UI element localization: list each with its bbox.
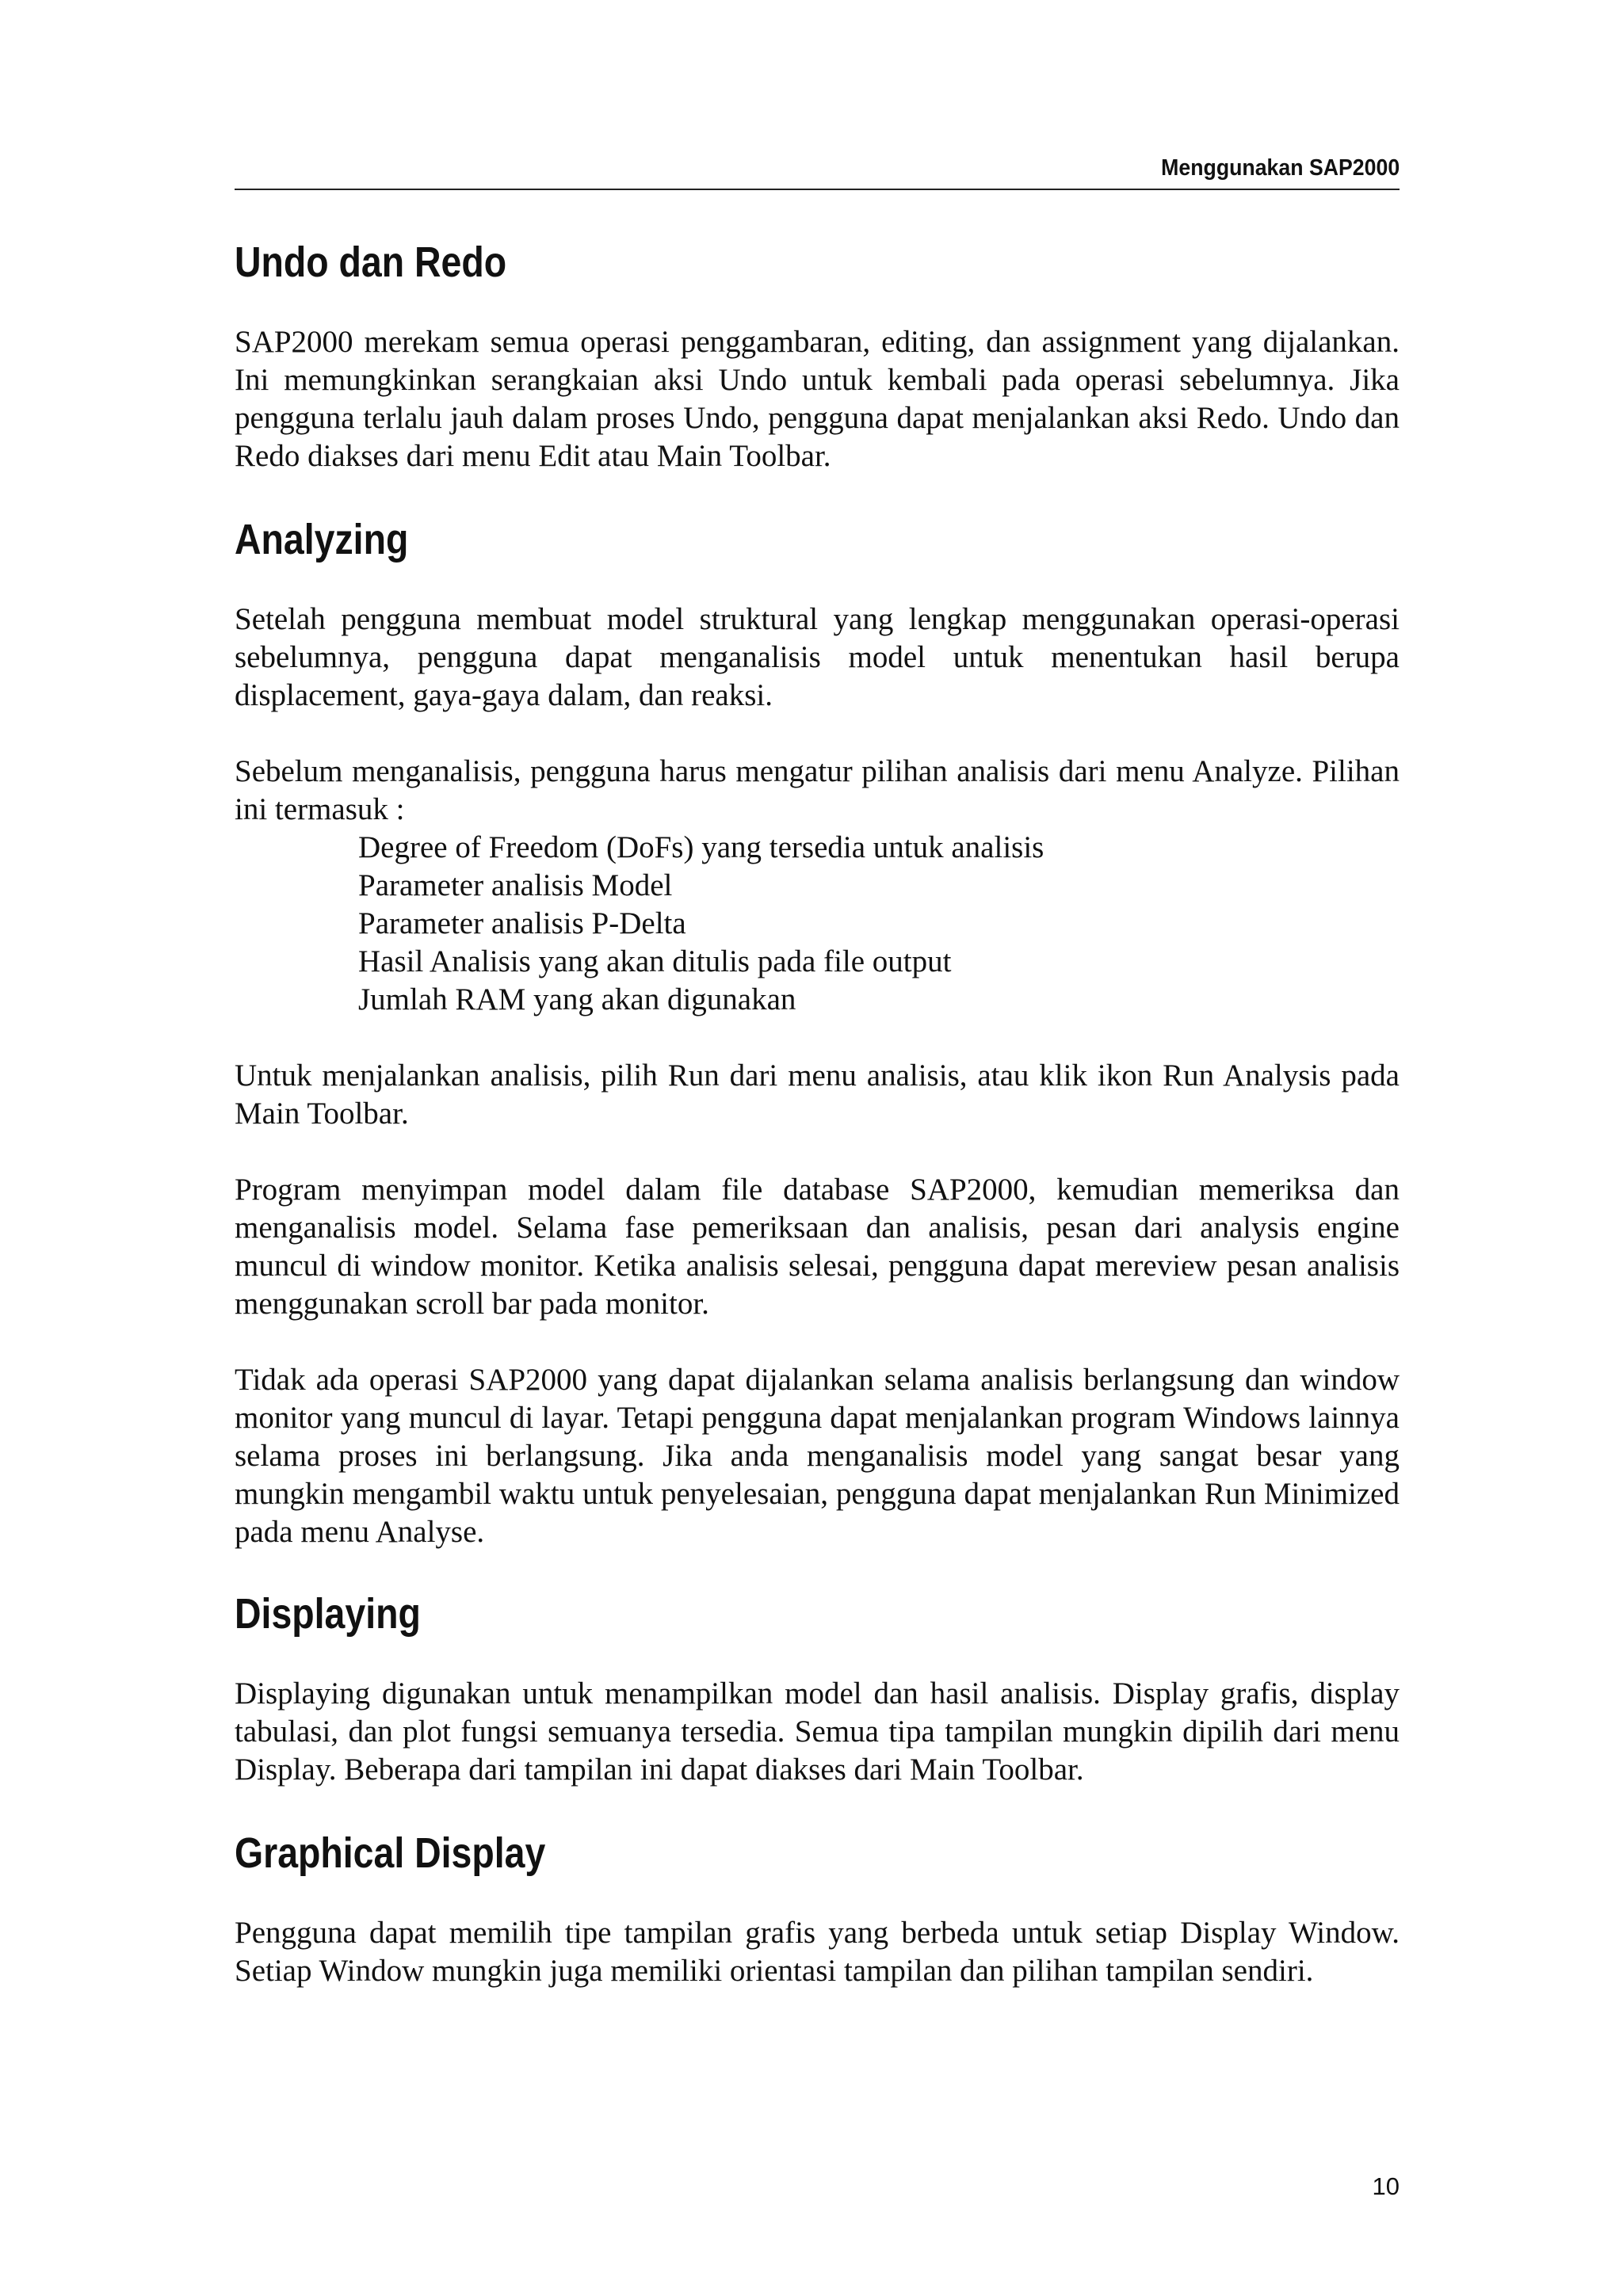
list-item: Degree of Freedom (DoFs) yang tersedia untuk analisis	[358, 830, 1044, 864]
paragraph-analyzing-intro: Setelah pengguna membuat model struktural yang lengkap menggunakan operasi-operasi sebelumnya, pengguna dapat menganalisis model untuk menentukan hasil berupa displacement, gaya-gaya dalam, dan reaksi.	[235, 602, 1400, 712]
running-header: Menggunakan SAP2000	[1161, 155, 1400, 181]
list-item: Parameter analisis P-Delta	[358, 906, 686, 940]
paragraph-run-analysis: Untuk menjalankan analisis, pilih Run dari menu analisis, atau klik ikon Run Analysis pada Main Toolbar.	[235, 1058, 1400, 1131]
page-number: 10	[1372, 2172, 1400, 2200]
heading-analyzing: Analyzing	[235, 516, 409, 563]
paragraph-no-operation: Tidak ada operasi SAP2000 yang dapat dijalankan selama analisis berlangsung dan window monitor yang muncul di layar. Tetapi pengguna dapat menjalankan program Windows lainnya selama proses ini berlangsung. Jika anda menganalisis model yang sangat besar yang mungkin mengambil waktu untuk penyelesaian, pengguna dapat menjalankan Run Minimized pada menu Analyse.	[235, 1363, 1400, 1549]
paragraph-displaying: Displaying digunakan untuk menampilkan model dan hasil analisis. Display grafis, display tabulasi, dan plot fungsi semuanya tersedia. Semua tipa tampilan mungkin dipilih dari menu Display. Beberapa dari tampilan ini dapat diakses dari Main Toolbar.	[235, 1676, 1400, 1787]
paragraph-program-save: Program menyimpan model dalam file database SAP2000, kemudian memeriksa dan menganalisis model. Selama fase pemeriksaan dan analisis, pesan dari analysis engine muncul di window monitor. Ketika analisis selesai, pengguna dapat mereview pesan analisis menggunakan scroll bar pada monitor.	[235, 1173, 1400, 1321]
list-item: Jumlah RAM yang akan digunakan	[358, 982, 796, 1016]
heading-displaying: Displaying	[235, 1590, 421, 1638]
document-page	[235, 0, 1400, 2296]
header-rule	[235, 189, 1400, 190]
paragraph-analyzing-options: Sebelum menganalisis, pengguna harus mengatur pilihan analisis dari menu Analyze. Pilihan ini termasuk :	[235, 754, 1400, 826]
paragraph-undo-redo: SAP2000 merekam semua operasi penggambaran, editing, dan assignment yang dijalankan. Ini memungkinkan serangkaian aksi Undo untuk kembali pada operasi sebelumnya. Jika pengguna terlalu jauh dalam proses Undo, pengguna dapat menjalankan aksi Redo. Undo dan Redo diakses dari menu Edit atau Main Toolbar.	[235, 325, 1400, 473]
heading-undo-redo: Undo dan Redo	[235, 238, 507, 286]
list-item: Parameter analisis Model	[358, 868, 673, 902]
heading-graphical-display: Graphical Display	[235, 1829, 546, 1877]
analysis-options-list	[358, 829, 1388, 1019]
list-item: Hasil Analisis yang akan ditulis pada file output	[358, 944, 952, 978]
paragraph-graphical-display: Pengguna dapat memilih tipe tampilan grafis yang berbeda untuk setiap Display Window. Setiap Window mungkin juga memiliki orientasi tampilan dan pilihan tampilan sendiri.	[235, 1916, 1400, 1988]
